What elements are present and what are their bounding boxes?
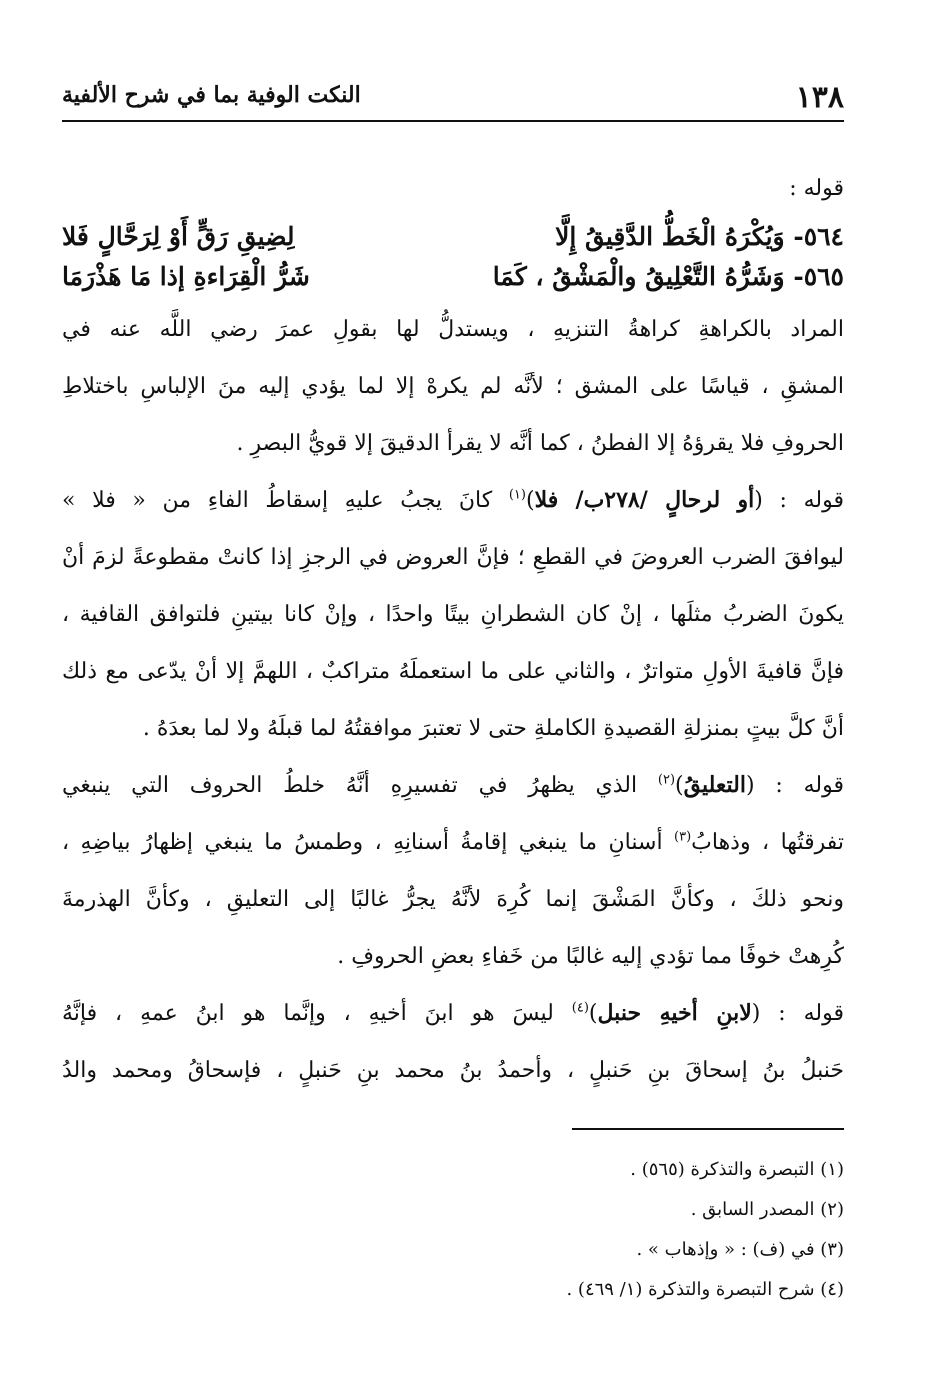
footnote-1: (١) التبصرة والتذكرة (٥٦٥) . — [630, 1159, 844, 1180]
footnote-2: (٢) المصدر السابق . — [690, 1199, 844, 1220]
text-line: المشقِ ، قياسًا على المشق ؛ لأنَّه لم يكرهْ إلا لما يؤدي إليه منَ الإلباسِ باختلاطِ — [62, 374, 844, 399]
page-number: ١٣٨ — [795, 80, 844, 115]
footnote-ref: (٢) — [657, 772, 676, 788]
text-line: حَنبلُ بنُ إسحاقَ بنِ حَنبلٍ ، وأحمدُ بنُ محمد بنِ حَنبلٍ ، فإسحاقُ ومحمد والدُ — [62, 1058, 844, 1083]
running-title: النكت الوفية بما في شرح الألفية — [62, 82, 361, 108]
footnote-3: (٣) في (ف) : « وإذهاب » . — [636, 1239, 844, 1260]
footnote-ref: (٤) — [571, 1000, 589, 1016]
main-text — [62, 160, 844, 1099]
text-line: يكونَ الضربُ مثلَها ، إنْ كان الشطرانِ بيتًا واحدًا ، وإنْ كانا بيتينِ فلتوافق القافية ، — [62, 602, 844, 627]
intro-label: قوله : — [789, 176, 844, 201]
text-line-commentary-2: قوله : (التعليقُ)$^{(٢)}$ الذي يظهرُ في تفسيرِهِ أنَّهُ خلطُ الحروف التي ينبغي — [62, 772, 844, 798]
verse-564 — [62, 217, 844, 257]
verse-565-first-hemistich: ٥٦٥- وَشَرُّهُ التَّعْلِيقُ والْمَشْقُ ، كَمَا — [492, 262, 844, 291]
text-line: ليوافقَ الضرب العروضَ في القطعِ ؛ فإنَّ العروض في الرجزِ إذا كانتْ مقطوعةً لزمَ أنْ — [62, 545, 844, 570]
quoted-lemma: لابنِ أخيهِ حنبل — [597, 1000, 752, 1026]
footnote-4: (٤) شرح التبصرة والتذكرة (١/ ٤٦٩) . — [566, 1279, 844, 1300]
quoted-lemma: التعليقُ — [683, 772, 746, 798]
footnote-ref: (١) — [508, 487, 526, 503]
text-line: المراد بالكراهةِ كراهةُ التنزيهِ ، ويستدلُّ لها بقولِ عمرَ رضي اللَّه عنه في — [62, 317, 844, 342]
verse-564-first-hemistich: ٥٦٤- وَيُكْرَهُ الْخَطُّ الدَّقِيقُ إِلَّا — [555, 222, 844, 251]
text-line: كُرِهتْ خوفًا مما تؤدي إليه غالبًا من خَفاءِ بعضِ الحروفِ . — [337, 944, 844, 969]
text-line-commentary-1: قوله : (أو لرحالٍ /٢٧٨ب/ فلا)$^{(١)}$ كانَ يجبُ عليهِ إسقاطُ الفاءِ من « فلا » — [62, 487, 844, 513]
text-line: أنَّ كلَّ بيتٍ بمنزلةِ القصيدةِ الكاملةِ حتى لا تعتبرَ موافقتُهُ لما قبلَهُ ولا لما بعدَهُ . — [142, 716, 844, 741]
text-line: ونحو ذلكَ ، وكأنَّ المَشْقَ إنما كُرِهَ لأنَّهُ يجرُّ غالبًا إلى التعليقِ ، وكأنَّ الهذرمةَ — [62, 887, 844, 912]
verse-565-second-hemistich: شَرُّ الْقِرَاءةِ إذا مَا هَذْرَمَا — [62, 262, 310, 291]
text-line-commentary-3: قوله : (لابنِ أخيهِ حنبل)$^{(٤)}$ ليسَ هو ابنَ أخيهِ ، وإنَّما هو ابنُ عمهِ ، فإنَّهُ — [62, 1000, 844, 1026]
quoted-lemma: أو لرحالٍ /٢٧٨ب/ فلا — [534, 487, 755, 513]
footnotes — [100, 1150, 844, 1310]
footnote-ref: (٣) — [674, 829, 692, 845]
text-line: فإنَّ قافيةَ الأولِ متواترٌ ، والثاني على ما استعملَهُ متراكبٌ ، اللهمَّ إلا أنْ يدّعى مع ذلك — [62, 659, 844, 684]
text-line: تفرقتُها ، وذهابُ$^{(٣)}$ أسنانِ ما ينبغي إقامةُ أسنانِهِ ، وطمسُ ما ينبغي إظهارُ بياضِهِ ، — [62, 829, 844, 855]
text-line: الحروفِ فلا يقرؤهُ إلا الفطنُ ، كما أنَّه لا يقرأ الدقيقَ إلا قويُّ البصرِ . — [236, 431, 844, 456]
footnote-separator — [572, 1128, 844, 1130]
page-header — [62, 80, 844, 122]
verse-565 — [62, 257, 844, 297]
verse-564-second-hemistich: لِضِيقِ رَقٍّ أَوْ لِرَحَّالٍ فَلا — [62, 222, 295, 251]
